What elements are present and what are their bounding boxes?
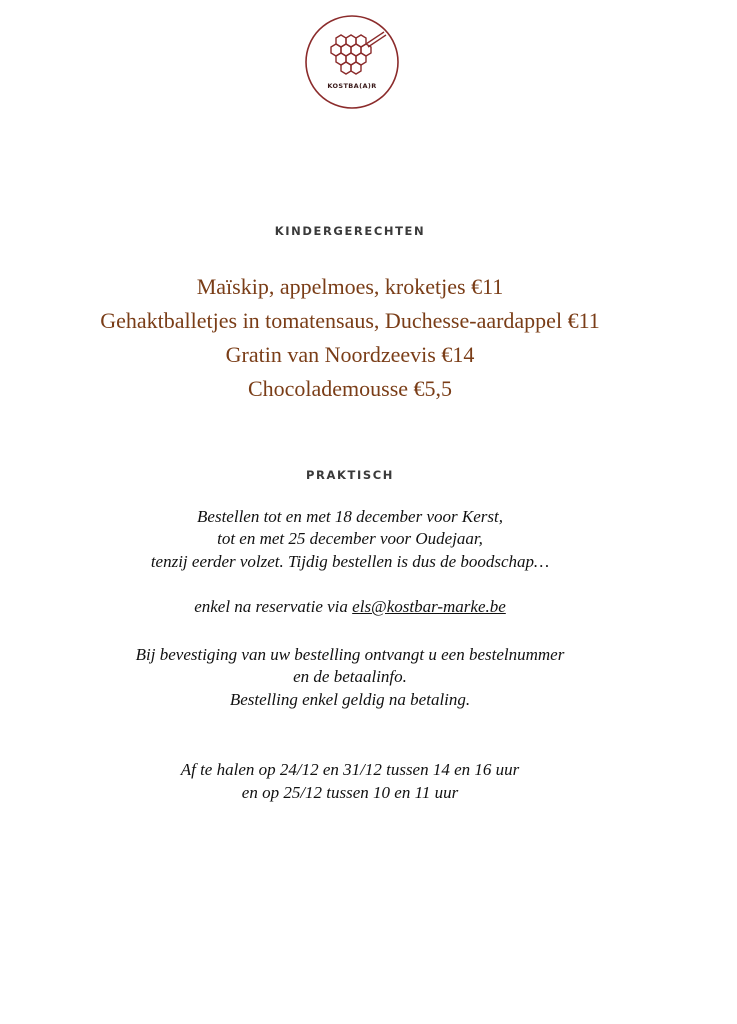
order-deadline-line: tot en met 25 december voor Oudejaar, (217, 529, 483, 548)
order-deadline-line: Bestellen tot en met 18 december voor Kerst, (197, 507, 503, 526)
reservation-email-link[interactable]: els@kostbar-marke.be (352, 597, 506, 616)
reservation-prefix: enkel na reservatie via (194, 597, 353, 616)
section-title-kindergerechten: KINDERGERECHTEN (274, 224, 426, 238)
dish-line: Maïskip, appelmoes, kroketjes €11 (196, 274, 504, 299)
honeycomb-logo-icon (304, 14, 400, 110)
section-title-praktisch: PRAKTISCH (306, 468, 394, 482)
dish-line: Gratin van Noordzeevis €14 (225, 342, 475, 367)
pickup-line: Af te halen op 24/12 en 31/12 tussen 14 en 16 uur (180, 760, 520, 779)
order-deadline-line: tenzij eerder volzet. Tijdig bestellen is dus de boodschap… (150, 552, 550, 571)
logo-text: KOSTBA(A)R (327, 82, 377, 90)
dish-line: Chocolademousse €5,5 (247, 376, 453, 401)
confirmation-line: Bij bevestiging van uw bestelling ontvangt u een bestelnummer (135, 645, 565, 664)
dish-line: Gehaktballetjes in tomatensaus, Duchesse-aardappel €11 (100, 308, 600, 333)
confirmation-line: Bestelling enkel geldig na betaling. (229, 690, 471, 709)
pickup-line: en op 25/12 tussen 10 en 11 uur (241, 783, 459, 802)
reservation-line (0, 596, 700, 618)
confirmation-line: en de betaalinfo. (293, 667, 407, 686)
